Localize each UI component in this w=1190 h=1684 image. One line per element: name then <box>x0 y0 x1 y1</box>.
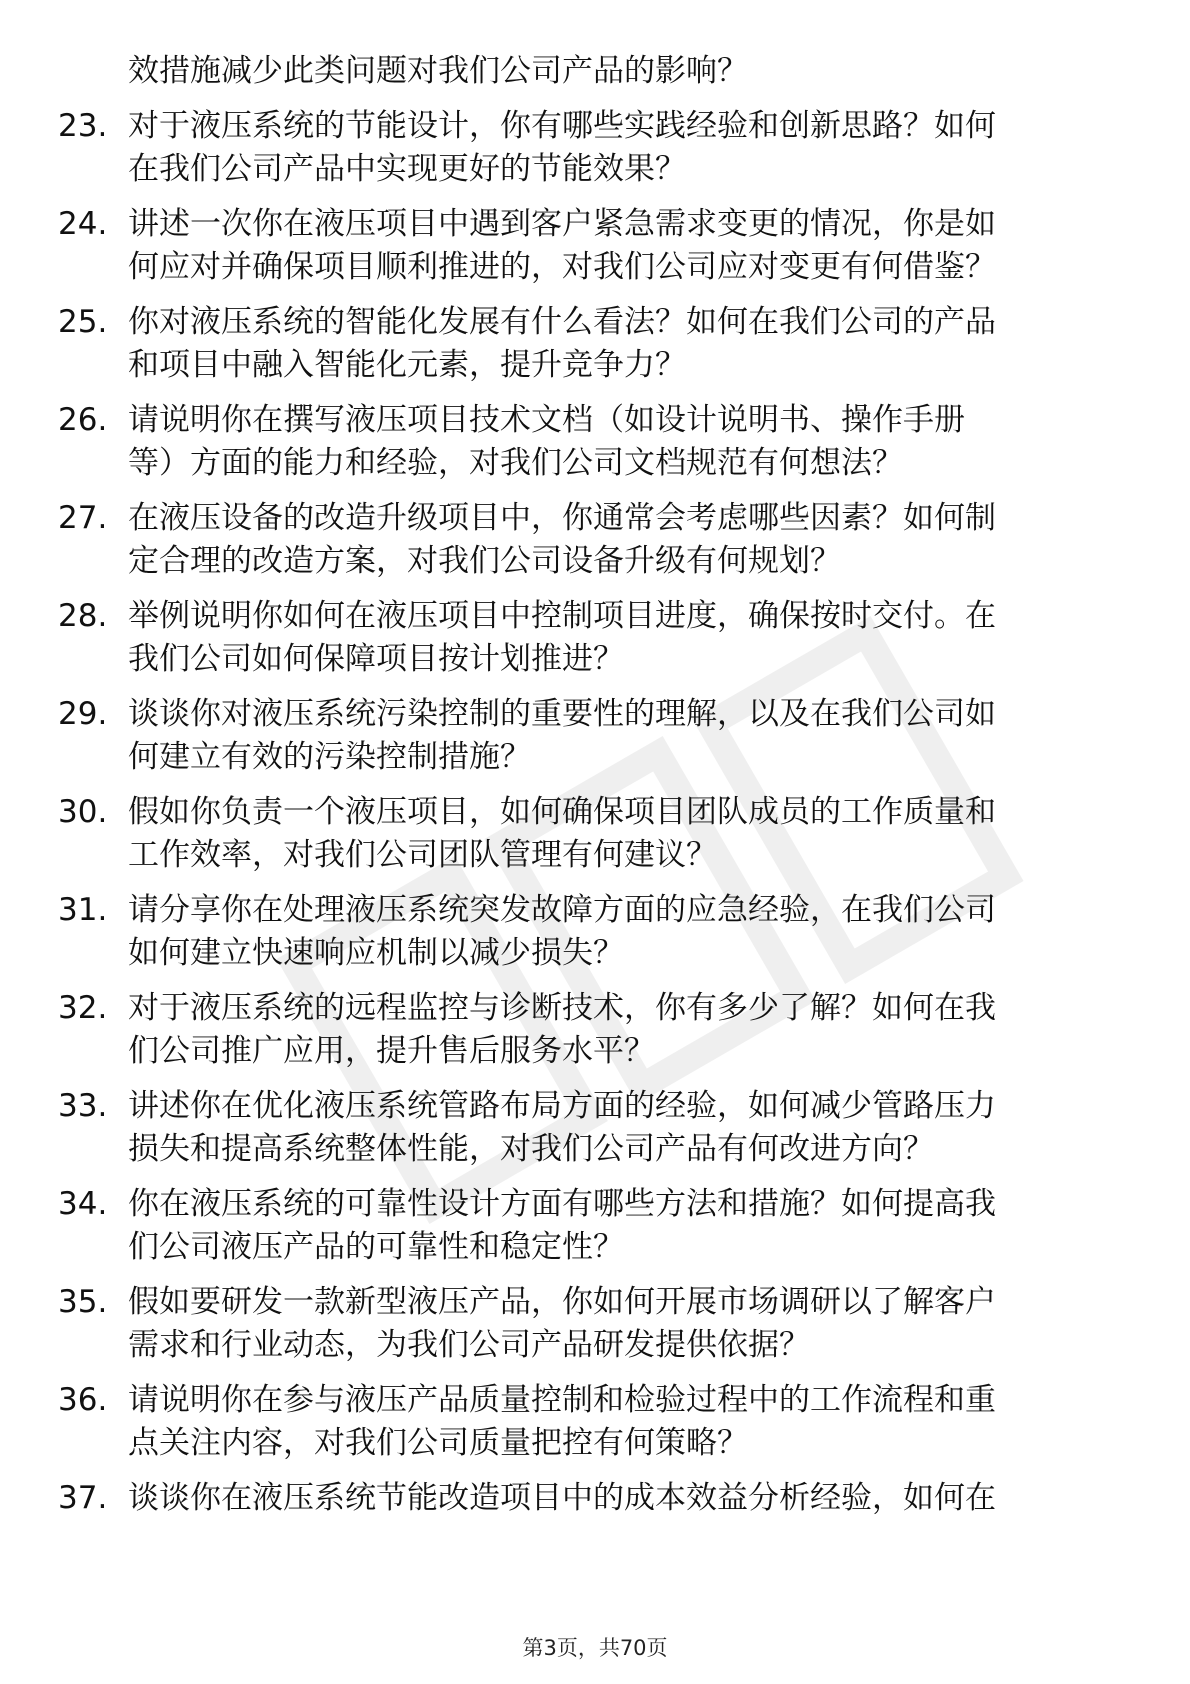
question-text: 假如要研发一款新型液压产品，你如何开展市场调研以了解客户 需求和行业动态，为我们公司产品研发提供依据？ <box>128 1284 996 1363</box>
question-text: 对于液压系统的远程监控与诊断技术，你有多少了解？如何在我 们公司推广应用，提升售后服务水平？ <box>128 990 996 1069</box>
question-number: 23. <box>58 108 108 144</box>
question-number: 31. <box>58 892 108 928</box>
question-item <box>58 399 1128 485</box>
question-item <box>58 1085 1128 1171</box>
question-text: 讲述你在优化液压系统管路布局方面的经验，如何减少管路压力 损失和提高系统整体性能，对我们公司产品有何改进方向？ <box>128 1088 996 1167</box>
question-number: 28. <box>58 598 108 634</box>
question-text: 请说明你在撰写液压项目技术文档（如设计说明书、操作手册 等）方面的能力和经验，对我们公司文档规范有何想法？ <box>128 402 965 481</box>
question-text: 请说明你在参与液压产品质量控制和检验过程中的工作流程和重 点关注内容，对我们公司质量把控有何策略？ <box>128 1382 996 1461</box>
question-item <box>58 203 1128 289</box>
question-text: 举例说明你如何在液压项目中控制项目进度，确保按时交付。在 我们公司如何保障项目按计划推进？ <box>128 598 996 677</box>
question-text: 讲述一次你在液压项目中遇到客户紧急需求变更的情况，你是如 何应对并确保项目顺利推进的，对我们公司应对变更有何借鉴？ <box>128 206 996 285</box>
question-item <box>58 595 1128 681</box>
question-item <box>58 889 1128 975</box>
question-item <box>58 791 1128 877</box>
question-number: 34. <box>58 1186 108 1222</box>
question-number: 30. <box>58 794 108 830</box>
question-item <box>58 497 1128 583</box>
question-number: 35. <box>58 1284 108 1320</box>
question-number: 29. <box>58 696 108 732</box>
question-item <box>58 1281 1128 1367</box>
question-number: 25. <box>58 304 108 340</box>
question-number: 24. <box>58 206 108 242</box>
question-text: 谈谈你对液压系统污染控制的重要性的理解，以及在我们公司如 何建立有效的污染控制措施？ <box>128 696 996 775</box>
question-number: 36. <box>58 1382 108 1418</box>
question-number: 33. <box>58 1088 108 1124</box>
question-item <box>58 301 1128 387</box>
question-number: 27. <box>58 500 108 536</box>
question-item <box>58 1379 1128 1465</box>
question-number: 32. <box>58 990 108 1026</box>
question-text: 假如你负责一个液压项目，如何确保项目团队成员的工作质量和 工作效率，对我们公司团队管理有何建议？ <box>128 794 996 873</box>
question-text: 你对液压系统的智能化发展有什么看法？如何在我们公司的产品 和项目中融入智能化元素，提升竞争力？ <box>128 304 996 383</box>
question-number: 37. <box>58 1480 108 1516</box>
question-text: 请分享你在处理液压系统突发故障方面的应急经验，在我们公司 如何建立快速响应机制以减少损失？ <box>128 892 996 971</box>
question-item <box>58 693 1128 779</box>
page-number-footer: 第3页，共70页 <box>522 1636 668 1660</box>
question-item <box>58 1183 1128 1269</box>
question-list <box>58 50 1128 1532</box>
question-text: 在液压设备的改造升级项目中，你通常会考虑哪些因素？如何制 定合理的改造方案，对我们公司设备升级有何规划？ <box>128 500 996 579</box>
question-item <box>58 987 1128 1073</box>
question-item <box>58 1477 1128 1520</box>
continued-question-text: 效措施减少此类问题对我们公司产品的影响？ <box>128 53 748 89</box>
question-text: 你在液压系统的可靠性设计方面有哪些方法和措施？如何提高我 们公司液压产品的可靠性和稳定性？ <box>128 1186 996 1265</box>
question-text: 谈谈你在液压系统节能改造项目中的成本效益分析经验，如何在 <box>128 1480 996 1516</box>
question-number: 26. <box>58 402 108 438</box>
question-item <box>58 105 1128 191</box>
question-text: 对于液压系统的节能设计，你有哪些实践经验和创新思路？如何 在我们公司产品中实现更好的节能效果？ <box>128 108 996 187</box>
